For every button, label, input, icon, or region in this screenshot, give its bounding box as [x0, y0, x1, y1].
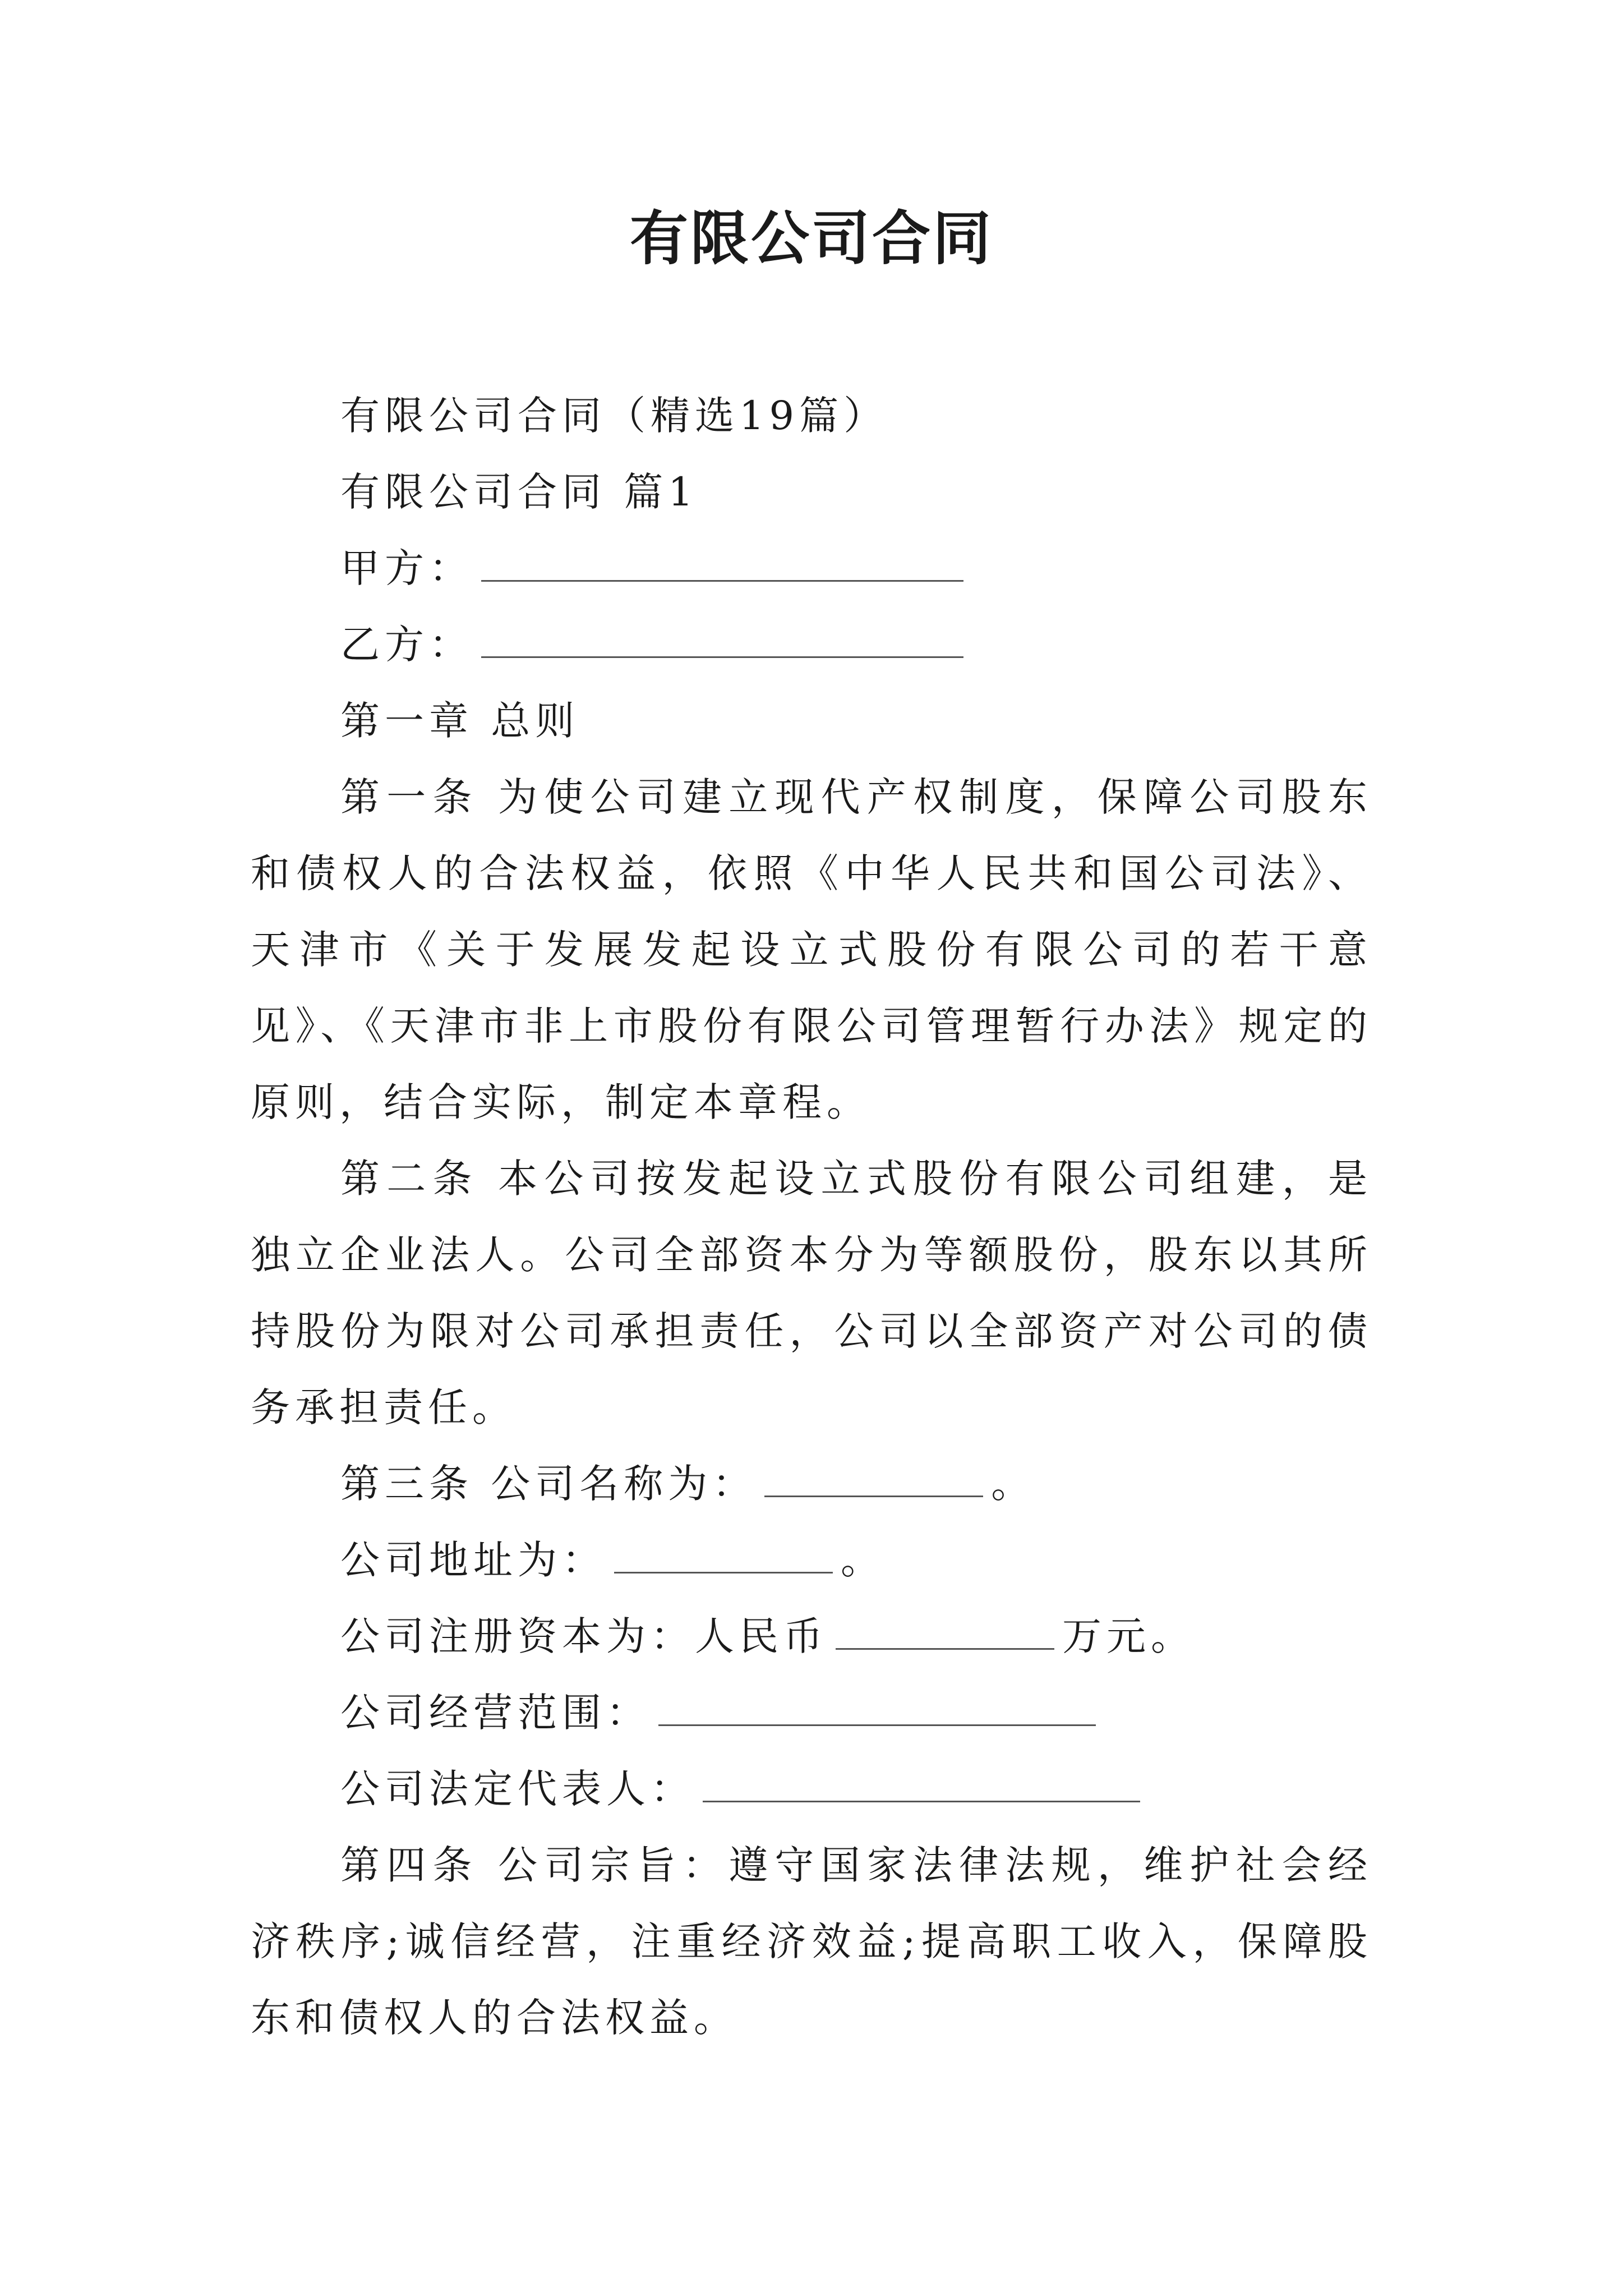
- company-name-end: 。: [991, 1461, 1036, 1507]
- registered-capital-line: [251, 1598, 1372, 1674]
- business-scope-label: 公司经营范围：: [340, 1690, 651, 1736]
- company-name-line: [251, 1446, 1372, 1522]
- registered-capital-blank: [836, 1616, 1054, 1650]
- party-b-blank: [481, 624, 963, 658]
- party-a-line: [251, 530, 1372, 606]
- legal-representative-blank: [703, 1768, 1140, 1802]
- company-address-label: 公司地址为：: [340, 1537, 606, 1583]
- article-1: 第一条 为使公司建立现代产权制度，保障公司股东和债权人的合法权益，依照《中华人民共和国公司法》、天津市《关于发展发起设立式股份有限公司的若干意见》、《天津市非上市股份有限公司管理暂行办法》规定的原则，结合实际，制定本章程。: [251, 774, 1372, 1125]
- section-heading: 有限公司合同 篇1: [340, 469, 698, 515]
- party-b-line: [251, 606, 1372, 683]
- document-subtitle: 有限公司合同（精选19篇）: [340, 393, 888, 439]
- registered-capital-unit: 万元。: [1062, 1613, 1195, 1659]
- company-name-blank: [764, 1463, 983, 1497]
- registered-capital-label: 公司注册资本为：人民币: [340, 1613, 828, 1659]
- business-scope-line: [251, 1674, 1372, 1751]
- legal-representative-line: [251, 1751, 1372, 1827]
- article-4: 第四条 公司宗旨：遵守国家法律法规，维护社会经济秩序;诚信经营，注重经济效益;提高职工收入，保障股东和债权人的合法权益。: [251, 1842, 1372, 2041]
- company-name-label: 第三条 公司名称为：: [340, 1461, 757, 1507]
- legal-representative-label: 公司法定代表人：: [340, 1766, 695, 1812]
- business-scope-blank: [658, 1692, 1096, 1726]
- article-2: 第二条 本公司按发起设立式股份有限公司组建，是独立企业法人。公司全部资本分为等额股份，股东以其所持股份为限对公司承担责任，公司以全部资产对公司的债务承担责任。: [251, 1156, 1372, 1430]
- document-title: 有限公司合同: [629, 204, 993, 273]
- company-address-end: 。: [841, 1537, 885, 1583]
- company-address-line: [251, 1522, 1372, 1598]
- company-address-blank: [614, 1539, 833, 1573]
- party-a-label: 甲方：: [340, 545, 473, 591]
- party-b-label: 乙方：: [340, 622, 473, 668]
- document-body: [251, 378, 1372, 2056]
- chapter-heading: 第一章 总则: [340, 698, 580, 744]
- party-a-blank: [481, 547, 963, 582]
